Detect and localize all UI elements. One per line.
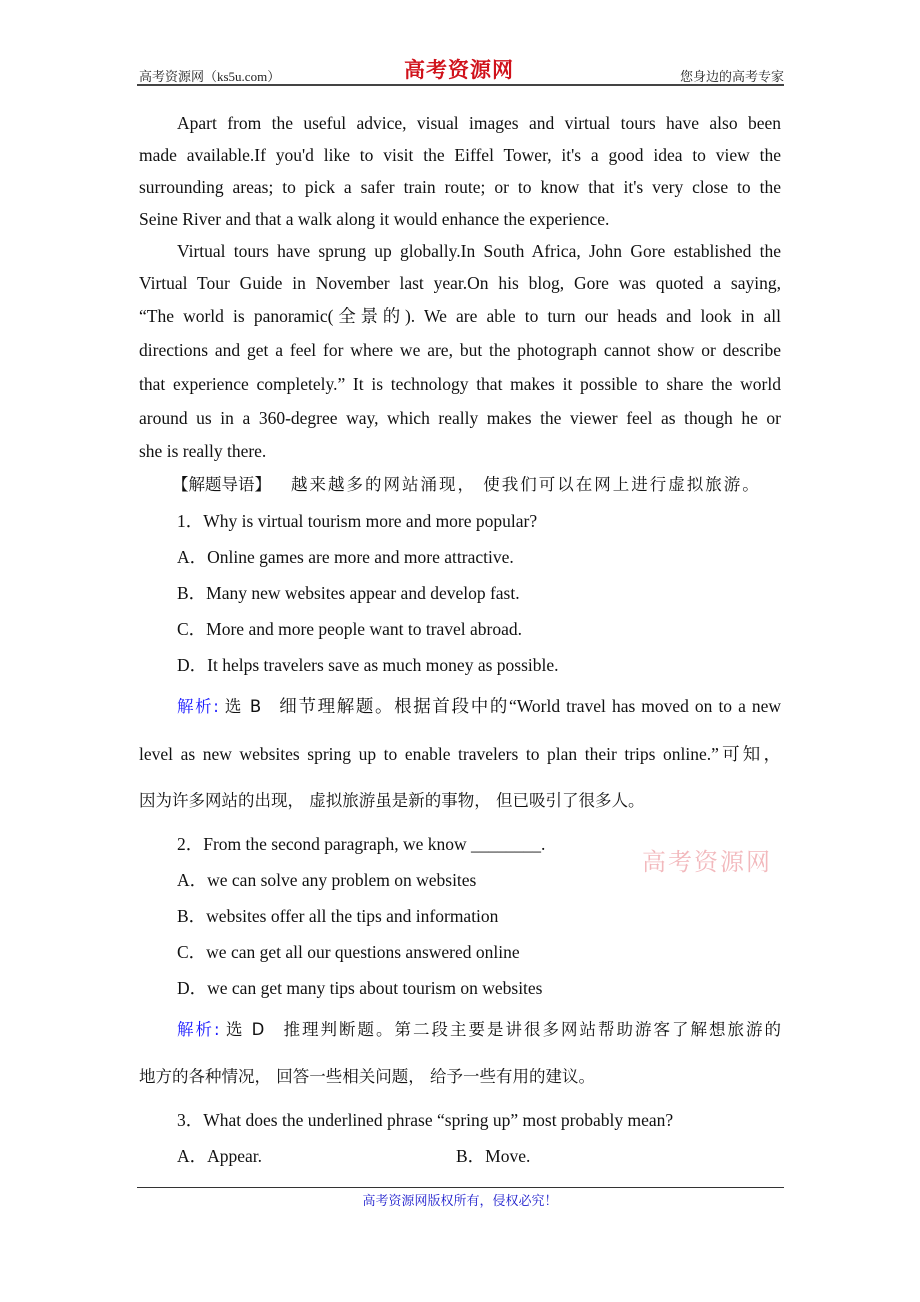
analysis-text: 细节理解题。根据首段中的“World travel has moved on to a new [279,696,782,716]
header-right: 您身边的高考专家 [679,69,784,84]
passage-line: she is really there. [139,441,267,461]
guide [172,473,776,496]
q1-option-b: B．Many new websites appear and develop fast. [177,583,520,603]
q2-option-d: D．we can get many tips about tourism on websites [177,978,543,998]
passage-line: Virtual tours have sprung up globally.In South Africa, John Gore established the [177,241,781,261]
footer: 高考资源网版权所有，侵权必究！ [362,1193,558,1208]
header-left: 高考资源网（ks5u.com） [139,69,281,84]
passage-line: “The world is panoramic(全景的). We are able to turn our heads and look in all [139,306,781,326]
passage-line: surrounding areas; to pick a safer train route; or to know that it's very close to the [139,177,781,197]
q1-option-d: D．It helps travelers save as much money as possible. [177,655,559,675]
q2-stem: 2．From the second paragraph, we know ________. [177,834,546,854]
passage-line: around us in a 360-degree way, which really makes the viewer feel as though he or [139,408,781,428]
q2-option-a: A．we can solve any problem on websites [177,870,477,890]
q3-stem: 3．What does the underlined phrase “spring up” most probably mean? [177,1110,674,1130]
passage-line: directions and get a feel for where we are, but the photograph cannot show or describe [139,340,781,360]
answer: 选 B [224,697,262,716]
footer-rule [137,1187,784,1188]
q2-option-c: C．we can get all our questions answered online [177,942,520,962]
analysis-label: 解析: [177,697,219,716]
watermark: 高考资源网 [642,848,772,876]
passage-line: made available.If you'd like to visit the Eiffel Tower, it's a good idea to view the [139,145,781,165]
passage-line: that experience completely.” It is technology that makes it possible to share the world [139,374,781,394]
guide-text: 越来越多的网站涌现， 使我们可以在网上进行虚拟旅游。 [291,475,761,494]
passage-line: Virtual Tour Guide in November last year.On his blog, Gore was quoted a saying, [139,273,781,293]
q3-option-b: B．Move. [456,1146,531,1166]
q2-analysis-line [177,1018,781,1041]
answer: 选 D [225,1020,265,1039]
analysis-label: 解析: [177,1020,220,1039]
q1-analysis-line: level as new websites spring up to enable travelers to plan their trips online.”可知， [139,744,781,764]
analysis-text: 推理判断题。第二段主要是讲很多网站帮助游客了解想旅游的 [283,1020,782,1039]
guide-label: 【解题导语】 [172,475,271,494]
q1-stem: 1．Why is virtual tourism more and more popular? [177,511,538,531]
passage-line: Apart from the useful advice, visual images and virtual tours have also been [177,113,781,133]
header-rule [137,84,784,86]
passage-line: Seine River and that a walk along it would enhance the experience. [139,209,610,229]
header-logo: 高考资源网 [404,57,514,82]
q1-analysis-line [177,695,781,718]
q1-analysis-line: 因为许多网站的出现， 虚拟旅游虽是新的事物， 但已吸引了很多人。 [139,791,645,810]
q1-option-a: A．Online games are more and more attractive. [177,547,514,567]
q1-option-c: C．More and more people want to travel abroad. [177,619,523,639]
q2-option-b: B．websites offer all the tips and information [177,906,499,926]
q3-option-a: A．Appear. [177,1146,263,1166]
q2-analysis-line: 地方的各种情况， 回答一些相关问题， 给予一些有用的建议。 [139,1067,595,1086]
